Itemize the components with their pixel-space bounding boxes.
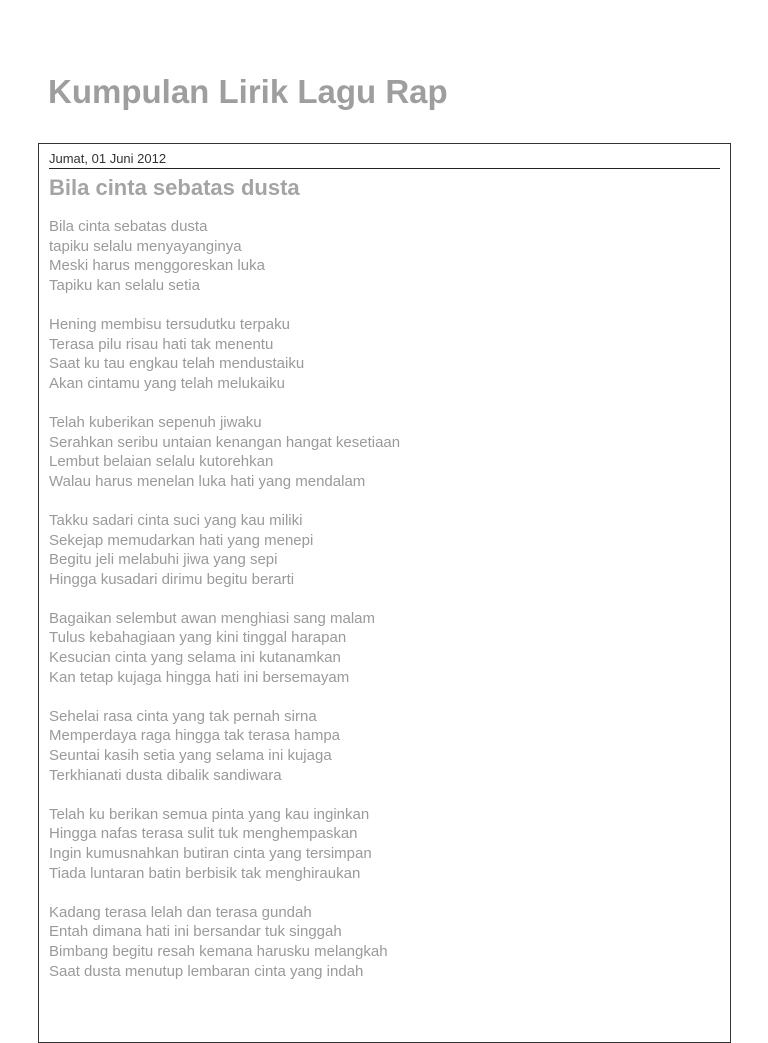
lyric-line: Saat ku tau engkau telah mendustaiku — [49, 355, 305, 373]
lyric-line: Seuntai kasih setia yang selama ini kujaga — [49, 747, 332, 765]
post-date: Jumat, 01 Juni 2012 — [49, 151, 167, 166]
lyric-line: Hingga kusadari dirimu begitu berarti — [49, 570, 295, 588]
post-container — [38, 143, 731, 1043]
lyric-line: Telah kuberikan sepenuh jiwaku — [49, 413, 262, 431]
lyric-line: Walau harus menelan luka hati yang mendalam — [49, 472, 366, 490]
lyric-line: Kan tetap kujaga hingga hati ini bersemayam — [49, 668, 350, 686]
lyric-line: Memperdaya raga hingga tak terasa hampa — [49, 727, 341, 745]
lyric-line: Begitu jeli melabuhi jiwa yang sepi — [49, 551, 278, 569]
lyric-line: Sekejap memudarkan hati yang menepi — [49, 531, 314, 549]
lyric-line: Bimbang begitu resah kemana harusku melangkah — [49, 942, 388, 960]
lyric-line: Telah ku berikan semua pinta yang kau inginkan — [49, 805, 370, 823]
lyric-line: Bila cinta sebatas dusta — [49, 218, 208, 235]
stanza — [49, 217, 719, 295]
post-title[interactable]: Bila cinta sebatas dusta — [49, 175, 300, 200]
lyric-line: Ingin kumusnahkan butiran cinta yang tersimpan — [49, 845, 372, 862]
lyric-line: Kesucian cinta yang selama ini kutanamkan — [49, 649, 341, 667]
date-divider — [49, 168, 720, 169]
stanza — [49, 707, 719, 785]
lyric-line: Saat dusta menutup lembaran cinta yang indah — [49, 962, 364, 980]
lyric-line: Serahkan seribu untaian kenangan hangat kesetiaan — [49, 433, 401, 451]
lyric-line: Terkhianati dusta dibalik sandiwara — [49, 766, 282, 784]
lyric-line: Terasa pilu risau hati tak menentu — [49, 335, 274, 353]
blog-title[interactable]: Kumpulan Lirik Lagu Rap — [48, 73, 448, 110]
lyric-line: Sehelai rasa cinta yang tak pernah sirna — [49, 707, 317, 725]
stanza — [49, 413, 719, 491]
stanza — [49, 903, 719, 981]
lyric-line: tapiku selalu menyayanginya — [49, 237, 242, 255]
lyric-line: Kadang terasa lelah dan terasa gundah — [49, 903, 312, 921]
lyric-line: Entah dimana hati ini bersandar tuk singgah — [49, 923, 342, 941]
lyric-line: Tulus kebahagiaan yang kini tinggal harapan — [49, 629, 347, 647]
stanza — [49, 511, 719, 589]
lyric-line: Meski harus menggoreskan luka — [49, 257, 265, 275]
lyric-line: Tapiku kan selalu setia — [49, 276, 200, 294]
stanza — [49, 609, 719, 687]
lyric-line: Lembut belaian selalu kutorehkan — [49, 453, 274, 471]
lyric-line: Hening membisu tersudutku terpaku — [49, 315, 290, 333]
lyric-line: Bagaikan selembut awan menghiasi sang malam — [49, 609, 376, 627]
post-body — [49, 217, 719, 1001]
lyric-line: Takku sadari cinta suci yang kau miliki — [49, 511, 303, 529]
lyric-line: Tiada luntaran batin berbisik tak menghiraukan — [49, 864, 361, 882]
lyric-line: Hingga nafas terasa sulit tuk menghempaskan — [49, 825, 358, 843]
lyric-line: Akan cintamu yang telah melukaiku — [49, 374, 285, 392]
stanza — [49, 315, 719, 393]
stanza — [49, 805, 719, 883]
